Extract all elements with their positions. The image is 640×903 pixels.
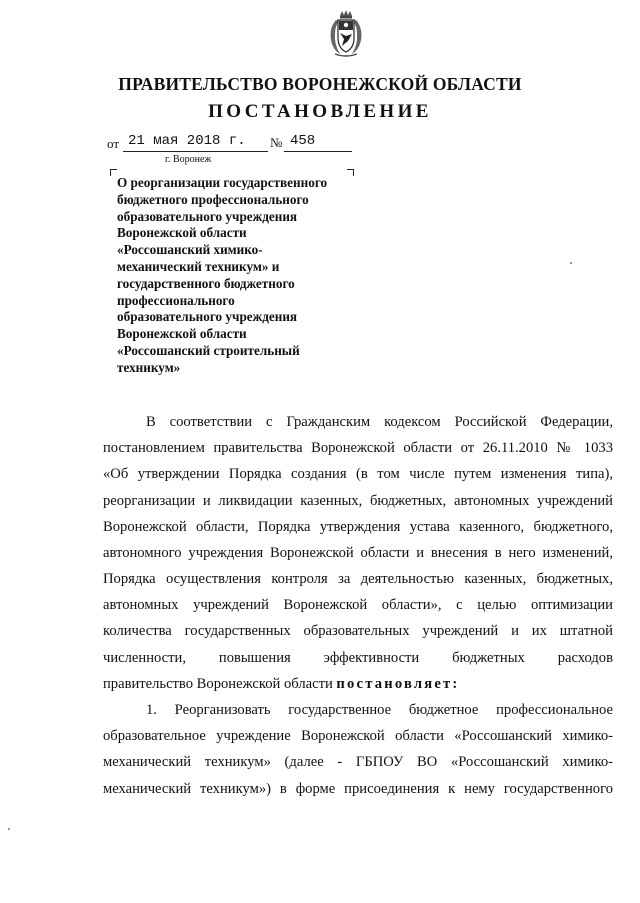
scan-speck — [8, 828, 10, 830]
subject-line: Воронежской области — [117, 225, 247, 241]
document-subject — [117, 175, 367, 377]
document-type-title: ПОСТАНОВЛЕНИЕ — [208, 101, 432, 122]
date-value: 21 мая 2018 г. — [128, 133, 246, 149]
subject-line: техникум» — [117, 359, 181, 375]
subject-line: Воронежской области — [117, 326, 247, 342]
body-line: «Об утверждении Порядка создания (в том числе путем изменения типа), — [103, 466, 613, 482]
subject-line: «Россошанский строительный — [117, 342, 300, 358]
body-line: Порядка осуществления контроля за деятельностью казенных, бюджетных, — [103, 571, 613, 587]
coat-of-arms-emblem-icon — [326, 8, 366, 58]
body-line: количества государственных образовательных учреждений и их штатной — [103, 623, 613, 639]
body-line: реорганизации и ликвидации казенных, бюджетных, автономных учреждений — [103, 493, 613, 509]
body-line: В соответствии с Гражданским кодексом Российской Федерации, — [146, 414, 613, 430]
body-line: численности, повышения эффективности бюджетных расходов — [103, 650, 613, 666]
body-line: Воронежской области, Порядка утверждения устава казенного, бюджетного, — [103, 519, 613, 535]
body-line: механический техникум» (далее - ГБПОУ ВО «Россошанский химико- — [103, 754, 613, 770]
date-prefix: от — [107, 136, 120, 151]
subject-line: механический техникум» и — [117, 258, 280, 274]
subject-line: бюджетного профессионального — [117, 191, 309, 207]
resolution-keyword: постановляет — [336, 676, 453, 692]
government-title: ПРАВИТЕЛЬСТВО ВОРОНЕЖСКОЙ ОБЛАСТИ — [118, 74, 522, 94]
body-line: автономных учреждений Воронежской области», с целью оптимизации — [103, 597, 613, 613]
number-underline — [284, 151, 352, 152]
resolution-prefix: правительство Воронежской области — [103, 676, 333, 692]
subject-bracket-left — [110, 169, 117, 176]
number-value: 458 — [290, 133, 316, 149]
subject-line: О реорганизации государственного — [117, 175, 328, 190]
subject-line: профессионального — [117, 292, 235, 308]
body-line: постановлением правительства Воронежской области от 26.11.2010 № 1033 — [103, 440, 613, 456]
body-line-resolution — [103, 676, 459, 693]
subject-line: образовательного учреждения — [117, 208, 298, 224]
number-prefix: № — [270, 135, 283, 150]
body-line: механический техникум») в форме присоединения к нему государственного — [103, 781, 613, 797]
scan-speck — [570, 262, 572, 264]
body-line: автономного учреждения Воронежской области и внесения в него изменений, — [103, 545, 613, 561]
body-line: образовательное учреждение Воронежской области «Россошанский химико- — [103, 728, 613, 744]
subject-line: «Россошанский химико- — [117, 242, 263, 258]
resolution-colon: : — [452, 676, 460, 692]
subject-line: государственного бюджетного — [117, 275, 295, 291]
subject-line: образовательного учреждения — [117, 309, 298, 325]
date-underline — [123, 151, 268, 152]
city-label: г. Воронеж — [165, 154, 212, 165]
body-line: 1. Реорганизовать государственное бюджетное профессиональное — [146, 702, 613, 718]
